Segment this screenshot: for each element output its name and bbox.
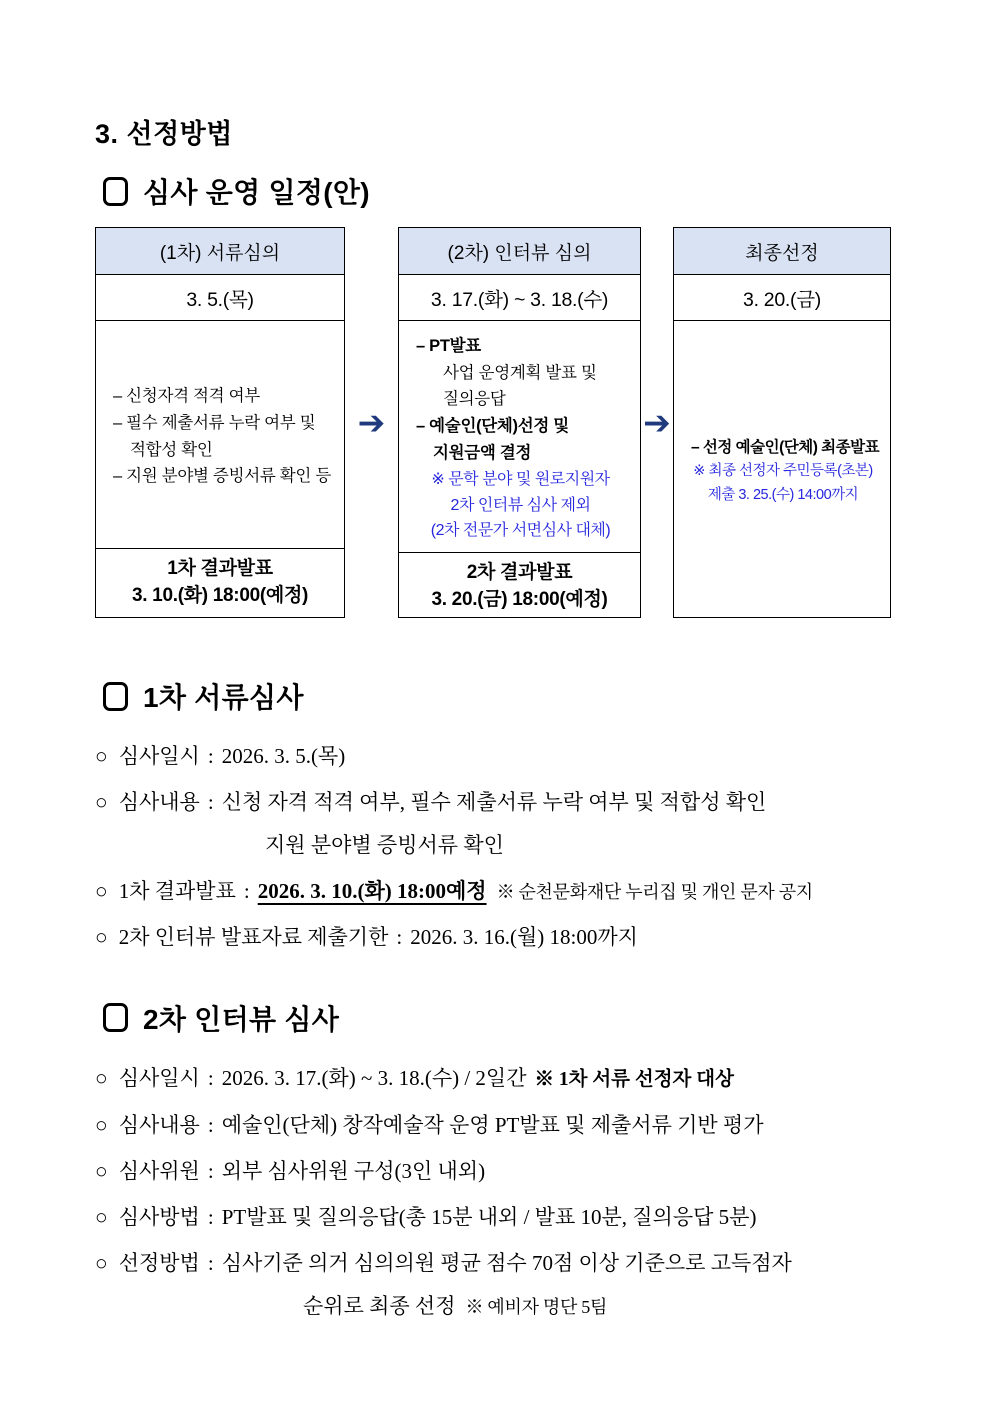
stage-date: 3. 20.(금) — [674, 275, 890, 321]
bullet-icon: ○ — [95, 1204, 108, 1229]
section-heading — [103, 998, 932, 1038]
stage-note-line: 제출 3. 25.(수) 14:00까지 — [707, 486, 859, 503]
section-heading — [103, 676, 932, 716]
bullet-icon: ○ — [95, 1250, 108, 1275]
row-value: PT발표 및 질의응답(총 15분 내외 / 발표 10분, 질의응답 5분) — [221, 1204, 757, 1229]
schedule-heading — [103, 171, 932, 211]
section-second-interview-review — [95, 998, 932, 1321]
detail-row — [95, 1157, 932, 1186]
stage-line: 사업 운영계획 발표 및 — [443, 363, 597, 382]
row-note: ※ 순천문화재단 누리집 및 개인 문자 공지 — [496, 881, 813, 902]
section-rows — [95, 1064, 932, 1321]
row-label: 심사일시 — [118, 1065, 200, 1090]
row-value: 2026. 3. 16.(월) 18:00까지 — [410, 924, 638, 949]
row-note: ※ 예비자 명단 5팀 — [465, 1296, 608, 1317]
stage-content — [96, 321, 344, 548]
stage-box-second-interview-review — [398, 227, 641, 618]
row-label: 선정방법 — [118, 1250, 200, 1275]
stage-line: – 지원 분야별 증빙서류 확인 등 — [113, 467, 331, 486]
row-colon: : — [207, 1112, 214, 1137]
row-label: 1차 결과발표 — [118, 878, 236, 903]
stage-line: – 예술인(단체)선정 및 — [416, 417, 569, 436]
row-value: 신청 자격 적격 여부, 필수 제출서류 누락 여부 및 적합성 확인 — [221, 789, 767, 814]
stage-header: (2차) 인터뷰 심의 — [399, 228, 640, 275]
bullet-icon: ○ — [95, 789, 108, 814]
flow-arrow-icon: ➔ — [357, 404, 386, 441]
flow-arrow-icon: ➔ — [643, 404, 671, 441]
stage-line: – 필수 제출서류 누락 여부 및 — [113, 413, 316, 432]
row-note-bold: ※ 1차 서류 선정자 대상 — [534, 1068, 734, 1090]
detail-row — [95, 1111, 932, 1140]
row-label: 심사내용 — [118, 789, 200, 814]
row-colon: : — [207, 1065, 214, 1090]
row-label: 심사내용 — [118, 1112, 200, 1137]
stage-line: – 신청자격 적격 여부 — [113, 387, 260, 406]
stage-note-line: 2차 인터뷰 심사 제외 — [450, 496, 591, 514]
detail-row — [95, 877, 932, 906]
row-label: 심사일시 — [118, 744, 200, 768]
detail-row — [95, 742, 932, 771]
section-rows — [95, 742, 932, 952]
stage-footer-line: 3. 10.(화) 18:00(예정) — [131, 585, 309, 606]
row-value: 순위로 최종 선정 — [303, 1293, 456, 1318]
bullet-icon: ○ — [95, 878, 108, 903]
stage-line: – 선정 예술인(단체) 최종발표 — [691, 438, 880, 456]
row-colon: : — [207, 789, 214, 814]
row-label: 심사방법 — [118, 1204, 200, 1229]
stage-box-first-document-review — [95, 227, 345, 618]
stage-date: 3. 5.(목) — [96, 275, 344, 321]
bullet-icon: ○ — [95, 924, 108, 949]
stage-header: (1차) 서류심의 — [96, 228, 344, 275]
stage-line: – PT발표 — [416, 337, 481, 355]
bullet-icon: ○ — [95, 1112, 108, 1137]
checkbox-icon — [103, 177, 128, 206]
stage-header: 최종선정 — [674, 228, 890, 275]
row-colon: : — [207, 744, 214, 768]
stage-line: 적합성 확인 — [130, 440, 213, 459]
row-label: 2차 인터뷰 발표자료 제출기한 — [118, 924, 389, 949]
detail-row — [95, 1064, 932, 1094]
detail-row — [95, 923, 932, 952]
row-colon: : — [243, 878, 250, 903]
row-value: 예술인(단체) 창작예술작 운영 PT발표 및 제출서류 기반 평가 — [221, 1112, 764, 1137]
row-colon: : — [207, 1158, 214, 1183]
row-value: 2026. 3. 5.(목) — [221, 744, 346, 768]
row-colon: : — [207, 1250, 214, 1275]
row-value: 외부 심사위원 구성(3인 내외) — [221, 1158, 486, 1183]
row-value: 심사기준 의거 심의의원 평균 점수 70점 이상 기준으로 고득점자 — [221, 1250, 792, 1275]
schedule-flow-diagram — [95, 227, 932, 618]
checkbox-icon — [103, 1003, 128, 1032]
stage-footer — [399, 552, 640, 621]
detail-row — [95, 788, 932, 860]
row-value-continuation — [303, 1292, 932, 1321]
section-first-document-review — [95, 676, 932, 952]
stage-line: 질의응답 — [443, 390, 506, 409]
schedule-heading-label: 심사 운영 일정(안) — [143, 177, 370, 208]
stage-line: 지원금액 결정 — [433, 443, 532, 462]
stage-note-line: (2차 전문가 서면심사 대체) — [430, 522, 611, 540]
detail-row — [95, 1249, 932, 1321]
section-heading-label: 1차 서류심사 — [143, 682, 304, 713]
page-title: 3. 선정방법 — [95, 119, 233, 149]
checkbox-icon — [103, 682, 128, 711]
row-value-continuation: 지원 분야별 증빙서류 확인 — [265, 832, 504, 857]
row-label: 심사위원 — [118, 1158, 200, 1183]
row-value-emphasized: 2026. 3. 10.(화) 18:00예정 — [257, 878, 487, 903]
stage-note-line: ※ 최종 선정자 주민등록(초본) — [693, 463, 873, 480]
stage-footer-line: 3. 20.(금) 18:00(예정) — [431, 589, 608, 611]
stage-content — [399, 321, 640, 552]
section-heading-label: 2차 인터뷰 심사 — [143, 1003, 340, 1035]
stage-footer-line: 2차 결과발표 — [466, 562, 573, 584]
bullet-icon: ○ — [95, 744, 108, 768]
stage-footer — [96, 548, 344, 617]
stage-content — [674, 321, 890, 617]
stage-note-line: ※ 문학 분야 및 원로지원자 — [431, 470, 610, 488]
row-colon: : — [207, 1204, 214, 1229]
bullet-icon: ○ — [95, 1065, 108, 1090]
detail-row — [95, 1203, 932, 1232]
bullet-icon: ○ — [95, 1158, 108, 1183]
stage-footer-line: 1차 결과발표 — [167, 558, 273, 580]
stage-box-final-selection — [673, 227, 891, 618]
row-colon: : — [396, 924, 403, 949]
stage-date: 3. 17.(화) ~ 3. 18.(수) — [399, 275, 640, 321]
row-value: 2026. 3. 17.(화) ~ 3. 18.(수) / 2일간 — [221, 1065, 527, 1090]
